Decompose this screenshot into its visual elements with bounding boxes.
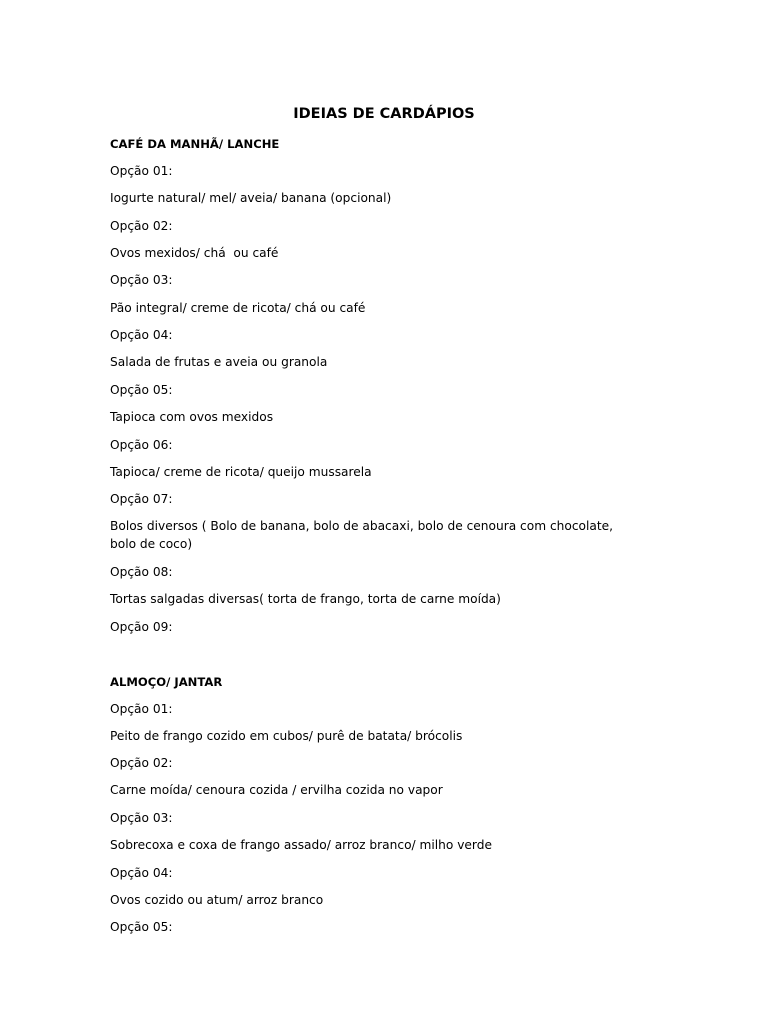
option-text: Pão integral/ creme de ricota/ chá ou café xyxy=(110,301,366,315)
option-text: Bolos diversos ( Bolo de banana, bolo de abacaxi, bolo de cenoura com chocolate, bolo de coco) xyxy=(110,519,617,551)
option-text: Tortas salgadas diversas( torta de frango, torta de carne moída) xyxy=(110,592,501,606)
option-label: Opção 08: xyxy=(110,565,173,579)
option-label: Opção 02: xyxy=(110,756,173,770)
option-label: Opção 03: xyxy=(110,273,173,287)
option-label: Opção 04: xyxy=(110,866,173,880)
option-label: Opção 03: xyxy=(110,811,173,825)
option-label: Opção 05: xyxy=(110,920,173,934)
option-text: Peito de frango cozido em cubos/ purê de batata/ brócolis xyxy=(110,729,463,743)
option-text: Carne moída/ cenoura cozida / ervilha cozida no vapor xyxy=(110,783,443,797)
option-label: Opção 09: xyxy=(110,620,173,634)
section-heading-breakfast: CAFÉ DA MANHÃ/ LANCHE xyxy=(110,137,280,151)
option-text: Tapioca/ creme de ricota/ queijo mussarela xyxy=(110,465,372,479)
option-label: Opção 02: xyxy=(110,219,173,233)
option-label: Opção 01: xyxy=(110,164,173,178)
document-title: IDEIAS DE CARDÁPIOS xyxy=(293,106,475,122)
option-label: Opção 01: xyxy=(110,702,173,716)
option-label: Opção 07: xyxy=(110,492,173,506)
option-text: Ovos cozido ou atum/ arroz branco xyxy=(110,893,324,907)
option-label: Opção 04: xyxy=(110,328,173,342)
option-text: Tapioca com ovos mexidos xyxy=(110,410,274,424)
option-text: Ovos mexidos/ chá ou café xyxy=(110,246,279,260)
option-text: Iogurte natural/ mel/ aveia/ banana (opcional) xyxy=(110,191,392,205)
option-label: Opção 06: xyxy=(110,438,173,452)
option-text: Salada de frutas e aveia ou granola xyxy=(110,355,328,369)
section-heading-lunch-dinner: ALMOÇO/ JANTAR xyxy=(110,675,223,689)
option-label: Opção 05: xyxy=(110,383,173,397)
option-text: Sobrecoxa e coxa de frango assado/ arroz branco/ milho verde xyxy=(110,838,492,852)
